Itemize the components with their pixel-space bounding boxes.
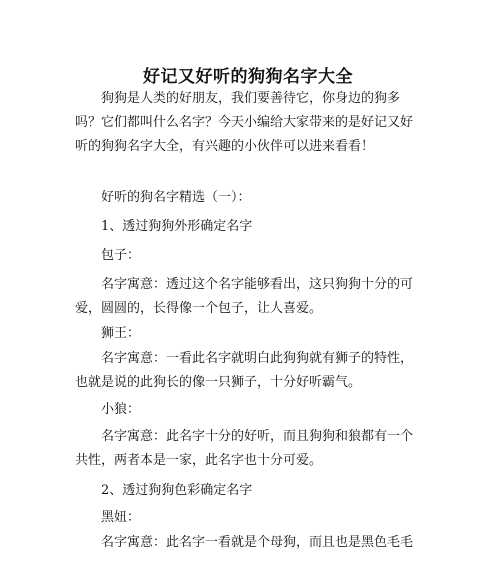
meaning-baozi: 名字寓意：透过这个名字能够看出，这只狗狗十分的可爱，圆圆的，长得像一个包子，让人喜爱。 [75, 277, 414, 316]
subheading-shape: 1、透过狗狗外形确定名字 [101, 219, 253, 234]
document-title: 好记又好听的狗狗名字大全 [143, 67, 353, 87]
meaning-heiniu: 名字寓意：此名字一看就是个母狗，而且也是黑色毛毛 [101, 535, 414, 550]
dog-name-baozi: 包子： [101, 248, 141, 263]
intro-paragraph: 狗狗是人类的好朋友，我们要善待它，你身边的狗多吗？它们都叫什么名字？今天小编给大家带来的是好记又好听的狗狗名字大全，有兴趣的小伙伴可以进来看看！ [75, 91, 414, 154]
dog-name-xiaolang: 小狼： [101, 402, 141, 417]
meaning-shiwang: 名字寓意：一看此名字就明白此狗狗就有狮子的特性，也就是说的此狗长的像一只狮子，十分好听霸气。 [75, 351, 414, 390]
section-heading: 好听的狗名字精选（一）： [101, 190, 251, 205]
meaning-xiaolang: 名字寓意：此名字十分的好听，而且狗狗和狼都有一个共性，两者本是一家，此名字也十分可爱。 [75, 429, 414, 468]
dog-name-shiwang: 狮王： [101, 326, 141, 341]
subheading-color: 2、透过狗狗色彩确定名字 [101, 483, 253, 498]
dog-name-heiniu: 黑妞： [101, 510, 141, 525]
